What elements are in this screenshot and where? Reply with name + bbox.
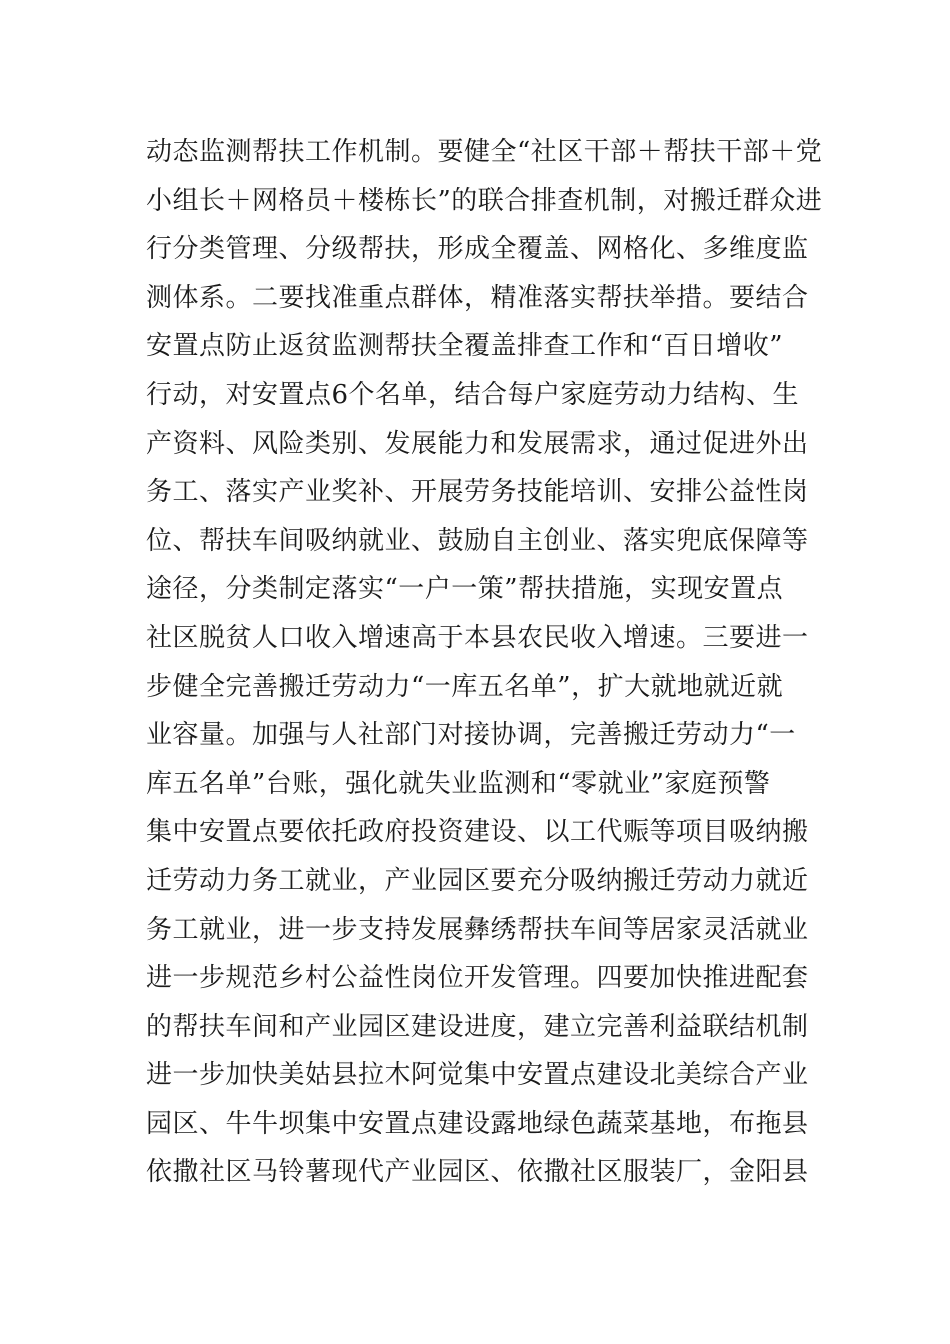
text-line-6: 行动，对安置点6个名单，结合每户家庭劳动力结构、生 (146, 379, 800, 410)
text-line-18: 进一步规范乡村公益性岗位开发管理。四要加快推进配套 (146, 963, 809, 994)
text-line-9: 位、帮扶车间吸纳就业、鼓励自主创业、落实兜底保障等 (146, 525, 809, 556)
text-line-8: 务工、落实产业奖补、开展劳务技能培训、安排公益性岗 (146, 477, 809, 508)
text-line-2: 小组长＋网格员＋楼栋长”的联合排查机制，对搬迁群众进 (146, 185, 823, 216)
text-line-5: 安置点防止返贫监测帮扶全覆盖排查工作和“百日增收” (146, 331, 784, 362)
text-line-17: 务工就业，进一步支持发展彝绣帮扶车间等居家灵活就业 (146, 914, 809, 945)
text-line-16: 迁劳动力务工就业，产业园区要充分吸纳搬迁劳动力就近 (146, 865, 809, 896)
text-line-7: 产资料、风险类别、发展能力和发展需求，通过促进外出 (146, 428, 809, 459)
text-line-1: 动态监测帮扶工作机制。要健全“社区干部＋帮扶干部＋党 (146, 137, 823, 167)
text-line-19: 的帮扶车间和产业园区建设进度，建立完善利益联结机制 (146, 1011, 809, 1042)
text-line-13: 业容量。加强与人社部门对接协调，完善搬迁劳动力“一 (146, 720, 796, 751)
text-line-3: 行分类管理、分级帮扶，形成全覆盖、网格化、多维度监 (146, 234, 809, 265)
text-line-14: 库五名单”台账，强化就失业监测和“零就业”家庭预警 (146, 768, 771, 799)
text-line-12: 步健全完善搬迁劳动力“一库五名单”，扩大就地就近就 (146, 671, 784, 702)
text-line-20: 进一步加快美姑县拉木阿觉集中安置点建设北美综合产业 (146, 1060, 809, 1091)
text-line-11: 社区脱贫人口收入增速高于本县农民收入增速。三要进一 (146, 622, 809, 653)
text-line-22: 依撒社区马铃薯现代产业园区、依撒社区服装厂，金阳县 (146, 1157, 809, 1188)
text-line-15: 集中安置点要依托政府投资建设、以工代赈等项目吸纳搬 (146, 817, 809, 848)
text-line-21: 园区、牛牛坝集中安置点建设露地绿色蔬菜基地，布拖县 (146, 1108, 809, 1139)
text-line-10: 途径，分类制定落实“一户一策”帮扶措施，实现安置点 (146, 574, 784, 605)
text-line-4: 测体系。二要找准重点群体，精准落实帮扶举措。要结合 (146, 282, 809, 313)
body-text (146, 128, 823, 1197)
